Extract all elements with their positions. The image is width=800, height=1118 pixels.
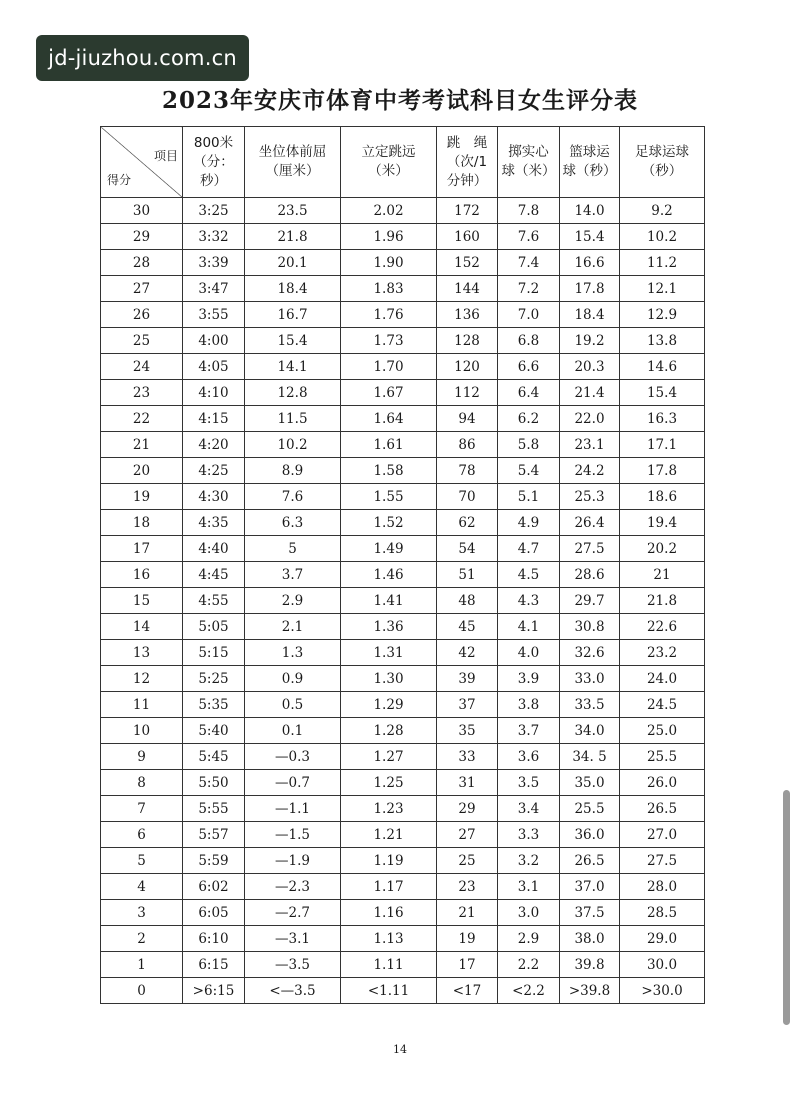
value-cell: 22.0 bbox=[560, 406, 620, 432]
value-cell: <—3.5 bbox=[245, 978, 341, 1004]
value-cell: 1.55 bbox=[341, 484, 437, 510]
table-row bbox=[101, 718, 705, 744]
value-cell: 10.2 bbox=[245, 432, 341, 458]
value-cell: 15.4 bbox=[620, 380, 705, 406]
table-row bbox=[101, 458, 705, 484]
value-cell: <17 bbox=[437, 978, 498, 1004]
value-cell: 36.0 bbox=[560, 822, 620, 848]
table-row bbox=[101, 328, 705, 354]
value-cell: 2.2 bbox=[498, 952, 560, 978]
value-cell: 3.7 bbox=[498, 718, 560, 744]
table-row bbox=[101, 796, 705, 822]
table-row bbox=[101, 302, 705, 328]
value-cell: 1.29 bbox=[341, 692, 437, 718]
value-cell: 5.1 bbox=[498, 484, 560, 510]
value-cell: 7.8 bbox=[498, 198, 560, 224]
value-cell: 3.5 bbox=[498, 770, 560, 796]
value-cell: 1.21 bbox=[341, 822, 437, 848]
table-row bbox=[101, 380, 705, 406]
value-cell: 4:00 bbox=[183, 328, 245, 354]
value-cell: 1.31 bbox=[341, 640, 437, 666]
value-cell: 5.4 bbox=[498, 458, 560, 484]
score-cell: 7 bbox=[101, 796, 183, 822]
table-row bbox=[101, 354, 705, 380]
value-cell: 5:45 bbox=[183, 744, 245, 770]
value-cell: 25.5 bbox=[620, 744, 705, 770]
score-cell: 28 bbox=[101, 250, 183, 276]
value-cell: 6:15 bbox=[183, 952, 245, 978]
value-cell: 4.1 bbox=[498, 614, 560, 640]
score-cell: 22 bbox=[101, 406, 183, 432]
value-cell: 3.1 bbox=[498, 874, 560, 900]
value-cell: 2.1 bbox=[245, 614, 341, 640]
score-cell: 29 bbox=[101, 224, 183, 250]
table-row bbox=[101, 198, 705, 224]
value-cell: 1.52 bbox=[341, 510, 437, 536]
value-cell: 45 bbox=[437, 614, 498, 640]
value-cell: 34.0 bbox=[560, 718, 620, 744]
value-cell: 4.3 bbox=[498, 588, 560, 614]
value-cell: —3.5 bbox=[245, 952, 341, 978]
corner-score-label: 得分 bbox=[107, 173, 132, 187]
value-cell: 3.3 bbox=[498, 822, 560, 848]
value-cell: 35 bbox=[437, 718, 498, 744]
value-cell: 18.4 bbox=[560, 302, 620, 328]
value-cell: 4:30 bbox=[183, 484, 245, 510]
value-cell: —2.3 bbox=[245, 874, 341, 900]
value-cell: 21.8 bbox=[245, 224, 341, 250]
score-cell: 3 bbox=[101, 900, 183, 926]
value-cell: —1.9 bbox=[245, 848, 341, 874]
value-cell: 3.0 bbox=[498, 900, 560, 926]
header-football: 足球运球 （秒） bbox=[620, 127, 705, 198]
value-cell: 48 bbox=[437, 588, 498, 614]
value-cell: 23.2 bbox=[620, 640, 705, 666]
value-cell: 1.30 bbox=[341, 666, 437, 692]
value-cell: 26.0 bbox=[620, 770, 705, 796]
value-cell: —0.3 bbox=[245, 744, 341, 770]
value-cell: 26.4 bbox=[560, 510, 620, 536]
value-cell: 10.2 bbox=[620, 224, 705, 250]
score-table bbox=[100, 126, 705, 1004]
value-cell: 39 bbox=[437, 666, 498, 692]
value-cell: 20.1 bbox=[245, 250, 341, 276]
table-row bbox=[101, 406, 705, 432]
table-row bbox=[101, 614, 705, 640]
table-row bbox=[101, 536, 705, 562]
value-cell: 3.2 bbox=[498, 848, 560, 874]
value-cell: 16.7 bbox=[245, 302, 341, 328]
value-cell: 33 bbox=[437, 744, 498, 770]
value-cell: 152 bbox=[437, 250, 498, 276]
value-cell: 28.5 bbox=[620, 900, 705, 926]
value-cell: 16.6 bbox=[560, 250, 620, 276]
header-row bbox=[101, 127, 705, 198]
value-cell: 21 bbox=[620, 562, 705, 588]
value-cell: 2.9 bbox=[245, 588, 341, 614]
value-cell: 4.0 bbox=[498, 640, 560, 666]
value-cell: 1.70 bbox=[341, 354, 437, 380]
value-cell: 16.3 bbox=[620, 406, 705, 432]
value-cell: 1.28 bbox=[341, 718, 437, 744]
value-cell: 24.0 bbox=[620, 666, 705, 692]
score-cell: 4 bbox=[101, 874, 183, 900]
value-cell: 0.9 bbox=[245, 666, 341, 692]
value-cell: 24.5 bbox=[620, 692, 705, 718]
value-cell: 27.5 bbox=[620, 848, 705, 874]
value-cell: 112 bbox=[437, 380, 498, 406]
value-cell: 94 bbox=[437, 406, 498, 432]
table-row bbox=[101, 874, 705, 900]
value-cell: —3.1 bbox=[245, 926, 341, 952]
table-row bbox=[101, 900, 705, 926]
value-cell: >6:15 bbox=[183, 978, 245, 1004]
value-cell: 136 bbox=[437, 302, 498, 328]
value-cell: 2.02 bbox=[341, 198, 437, 224]
value-cell: 34. 5 bbox=[560, 744, 620, 770]
table-row bbox=[101, 822, 705, 848]
score-cell: 1 bbox=[101, 952, 183, 978]
value-cell: 4:10 bbox=[183, 380, 245, 406]
value-cell: 8.9 bbox=[245, 458, 341, 484]
value-cell: 0.5 bbox=[245, 692, 341, 718]
value-cell: 4:35 bbox=[183, 510, 245, 536]
score-cell: 6 bbox=[101, 822, 183, 848]
table-body bbox=[101, 198, 705, 1004]
score-cell: 16 bbox=[101, 562, 183, 588]
score-cell: 25 bbox=[101, 328, 183, 354]
score-cell: 27 bbox=[101, 276, 183, 302]
value-cell: 172 bbox=[437, 198, 498, 224]
value-cell: 9.2 bbox=[620, 198, 705, 224]
value-cell: 37.5 bbox=[560, 900, 620, 926]
value-cell: 3:25 bbox=[183, 198, 245, 224]
value-cell: 1.25 bbox=[341, 770, 437, 796]
table-row bbox=[101, 588, 705, 614]
score-cell: 13 bbox=[101, 640, 183, 666]
header-basketball: 篮球运 球（秒） bbox=[560, 127, 620, 198]
value-cell: 14.6 bbox=[620, 354, 705, 380]
score-cell: 24 bbox=[101, 354, 183, 380]
value-cell: 5.8 bbox=[498, 432, 560, 458]
value-cell: 20.2 bbox=[620, 536, 705, 562]
table-row bbox=[101, 250, 705, 276]
score-cell: 9 bbox=[101, 744, 183, 770]
table-row bbox=[101, 744, 705, 770]
value-cell: >39.8 bbox=[560, 978, 620, 1004]
score-cell: 26 bbox=[101, 302, 183, 328]
table-row bbox=[101, 276, 705, 302]
table-row bbox=[101, 224, 705, 250]
value-cell: —0.7 bbox=[245, 770, 341, 796]
value-cell: 3:39 bbox=[183, 250, 245, 276]
score-cell: 11 bbox=[101, 692, 183, 718]
value-cell: 1.3 bbox=[245, 640, 341, 666]
value-cell: 6.6 bbox=[498, 354, 560, 380]
value-cell: 1.90 bbox=[341, 250, 437, 276]
table-row bbox=[101, 562, 705, 588]
score-cell: 10 bbox=[101, 718, 183, 744]
value-cell: 26.5 bbox=[620, 796, 705, 822]
value-cell: 1.49 bbox=[341, 536, 437, 562]
value-cell: 14.1 bbox=[245, 354, 341, 380]
value-cell: 11.5 bbox=[245, 406, 341, 432]
value-cell: 5:59 bbox=[183, 848, 245, 874]
corner-header-cell bbox=[101, 127, 183, 198]
value-cell: 18.6 bbox=[620, 484, 705, 510]
score-cell: 21 bbox=[101, 432, 183, 458]
value-cell: 1.46 bbox=[341, 562, 437, 588]
value-cell: 86 bbox=[437, 432, 498, 458]
value-cell: 6:05 bbox=[183, 900, 245, 926]
score-cell: 12 bbox=[101, 666, 183, 692]
value-cell: 28.6 bbox=[560, 562, 620, 588]
value-cell: —1.5 bbox=[245, 822, 341, 848]
table-row bbox=[101, 978, 705, 1004]
table-row bbox=[101, 640, 705, 666]
score-cell: 15 bbox=[101, 588, 183, 614]
value-cell: 18.4 bbox=[245, 276, 341, 302]
value-cell: 27 bbox=[437, 822, 498, 848]
value-cell: 70 bbox=[437, 484, 498, 510]
value-cell: 1.83 bbox=[341, 276, 437, 302]
value-cell: 4:55 bbox=[183, 588, 245, 614]
value-cell: 1.11 bbox=[341, 952, 437, 978]
value-cell: 78 bbox=[437, 458, 498, 484]
value-cell: 11.2 bbox=[620, 250, 705, 276]
value-cell: <1.11 bbox=[341, 978, 437, 1004]
value-cell: 3:47 bbox=[183, 276, 245, 302]
value-cell: 33.0 bbox=[560, 666, 620, 692]
value-cell: 1.58 bbox=[341, 458, 437, 484]
value-cell: 4.9 bbox=[498, 510, 560, 536]
value-cell: 144 bbox=[437, 276, 498, 302]
value-cell: 20.3 bbox=[560, 354, 620, 380]
value-cell: 6.4 bbox=[498, 380, 560, 406]
value-cell: 2.9 bbox=[498, 926, 560, 952]
value-cell: 28.0 bbox=[620, 874, 705, 900]
value-cell: 4.7 bbox=[498, 536, 560, 562]
value-cell: 1.96 bbox=[341, 224, 437, 250]
table-row bbox=[101, 484, 705, 510]
value-cell: 7.0 bbox=[498, 302, 560, 328]
value-cell: 1.13 bbox=[341, 926, 437, 952]
value-cell: 1.61 bbox=[341, 432, 437, 458]
value-cell: 38.0 bbox=[560, 926, 620, 952]
value-cell: 39.8 bbox=[560, 952, 620, 978]
value-cell: 12.8 bbox=[245, 380, 341, 406]
value-cell: <2.2 bbox=[498, 978, 560, 1004]
value-cell: >30.0 bbox=[620, 978, 705, 1004]
header-sit-reach: 坐位体前屈 （厘米） bbox=[245, 127, 341, 198]
header-standing-jump: 立定跳远 （米） bbox=[341, 127, 437, 198]
value-cell: 15.4 bbox=[560, 224, 620, 250]
watermark-banner: jd-jiuzhou.com.cn bbox=[36, 35, 249, 81]
value-cell: 5:57 bbox=[183, 822, 245, 848]
value-cell: 6:10 bbox=[183, 926, 245, 952]
value-cell: 23.1 bbox=[560, 432, 620, 458]
value-cell: —1.1 bbox=[245, 796, 341, 822]
value-cell: 7.6 bbox=[245, 484, 341, 510]
value-cell: 25.5 bbox=[560, 796, 620, 822]
value-cell: 120 bbox=[437, 354, 498, 380]
value-cell: 22.6 bbox=[620, 614, 705, 640]
value-cell: 3:55 bbox=[183, 302, 245, 328]
value-cell: 25 bbox=[437, 848, 498, 874]
header-jump-rope: 跳 绳 （次/1 分钟） bbox=[437, 127, 498, 198]
value-cell: 1.67 bbox=[341, 380, 437, 406]
value-cell: 37.0 bbox=[560, 874, 620, 900]
value-cell: 3.6 bbox=[498, 744, 560, 770]
value-cell: 3.8 bbox=[498, 692, 560, 718]
value-cell: 6:02 bbox=[183, 874, 245, 900]
score-cell: 2 bbox=[101, 926, 183, 952]
scrollbar-thumb[interactable] bbox=[783, 790, 790, 1025]
value-cell: 24.2 bbox=[560, 458, 620, 484]
value-cell: 21.4 bbox=[560, 380, 620, 406]
value-cell: 29.0 bbox=[620, 926, 705, 952]
value-cell: 5:55 bbox=[183, 796, 245, 822]
value-cell: 21 bbox=[437, 900, 498, 926]
value-cell: 29 bbox=[437, 796, 498, 822]
table-row bbox=[101, 926, 705, 952]
value-cell: 4:45 bbox=[183, 562, 245, 588]
value-cell: 3:32 bbox=[183, 224, 245, 250]
value-cell: 15.4 bbox=[245, 328, 341, 354]
value-cell: 1.19 bbox=[341, 848, 437, 874]
value-cell: 6.8 bbox=[498, 328, 560, 354]
value-cell: 12.1 bbox=[620, 276, 705, 302]
value-cell: 5:25 bbox=[183, 666, 245, 692]
value-cell: 6.2 bbox=[498, 406, 560, 432]
score-cell: 30 bbox=[101, 198, 183, 224]
value-cell: 7.6 bbox=[498, 224, 560, 250]
value-cell: 1.41 bbox=[341, 588, 437, 614]
value-cell: 5:40 bbox=[183, 718, 245, 744]
value-cell: 1.16 bbox=[341, 900, 437, 926]
value-cell: 1.64 bbox=[341, 406, 437, 432]
value-cell: 25.0 bbox=[620, 718, 705, 744]
value-cell: 4:25 bbox=[183, 458, 245, 484]
value-cell: 128 bbox=[437, 328, 498, 354]
value-cell: 17 bbox=[437, 952, 498, 978]
value-cell: 5:05 bbox=[183, 614, 245, 640]
score-cell: 23 bbox=[101, 380, 183, 406]
value-cell: 160 bbox=[437, 224, 498, 250]
value-cell: 62 bbox=[437, 510, 498, 536]
value-cell: 4:05 bbox=[183, 354, 245, 380]
table-row bbox=[101, 770, 705, 796]
value-cell: 23.5 bbox=[245, 198, 341, 224]
value-cell: 4:15 bbox=[183, 406, 245, 432]
score-cell: 0 bbox=[101, 978, 183, 1004]
corner-item-label: 项目 bbox=[153, 149, 178, 163]
value-cell: 54 bbox=[437, 536, 498, 562]
value-cell: 27.0 bbox=[620, 822, 705, 848]
value-cell: 25.3 bbox=[560, 484, 620, 510]
table-row bbox=[101, 952, 705, 978]
value-cell: 6.3 bbox=[245, 510, 341, 536]
value-cell: —2.7 bbox=[245, 900, 341, 926]
value-cell: 3.4 bbox=[498, 796, 560, 822]
value-cell: 12.9 bbox=[620, 302, 705, 328]
value-cell: 31 bbox=[437, 770, 498, 796]
page-title: 2023年安庆市体育中考考试科目女生评分表 bbox=[161, 87, 638, 114]
score-cell: 8 bbox=[101, 770, 183, 796]
value-cell: 30.0 bbox=[620, 952, 705, 978]
table-row bbox=[101, 510, 705, 536]
value-cell: 26.5 bbox=[560, 848, 620, 874]
value-cell: 19.4 bbox=[620, 510, 705, 536]
value-cell: 37 bbox=[437, 692, 498, 718]
value-cell: 17.1 bbox=[620, 432, 705, 458]
page-number: 14 bbox=[393, 1043, 407, 1056]
value-cell: 5 bbox=[245, 536, 341, 562]
value-cell: 0.1 bbox=[245, 718, 341, 744]
value-cell: 1.73 bbox=[341, 328, 437, 354]
value-cell: 7.4 bbox=[498, 250, 560, 276]
value-cell: 1.36 bbox=[341, 614, 437, 640]
value-cell: 5:15 bbox=[183, 640, 245, 666]
value-cell: 19 bbox=[437, 926, 498, 952]
header-solid-ball: 掷实心 球（米） bbox=[498, 127, 560, 198]
table-row bbox=[101, 432, 705, 458]
score-cell: 17 bbox=[101, 536, 183, 562]
table-row bbox=[101, 666, 705, 692]
value-cell: 42 bbox=[437, 640, 498, 666]
score-cell: 18 bbox=[101, 510, 183, 536]
value-cell: 51 bbox=[437, 562, 498, 588]
value-cell: 7.2 bbox=[498, 276, 560, 302]
value-cell: 33.5 bbox=[560, 692, 620, 718]
value-cell: 21.8 bbox=[620, 588, 705, 614]
value-cell: 29.7 bbox=[560, 588, 620, 614]
value-cell: 32.6 bbox=[560, 640, 620, 666]
value-cell: 5:35 bbox=[183, 692, 245, 718]
value-cell: 1.76 bbox=[341, 302, 437, 328]
value-cell: 1.17 bbox=[341, 874, 437, 900]
value-cell: 19.2 bbox=[560, 328, 620, 354]
value-cell: 17.8 bbox=[560, 276, 620, 302]
value-cell: 4:20 bbox=[183, 432, 245, 458]
table-row bbox=[101, 692, 705, 718]
value-cell: 35.0 bbox=[560, 770, 620, 796]
table-row bbox=[101, 848, 705, 874]
header-800m: 800米 （分： 秒） bbox=[183, 127, 245, 198]
value-cell: 23 bbox=[437, 874, 498, 900]
value-cell: 14.0 bbox=[560, 198, 620, 224]
value-cell: 30.8 bbox=[560, 614, 620, 640]
value-cell: 4:40 bbox=[183, 536, 245, 562]
value-cell: 27.5 bbox=[560, 536, 620, 562]
value-cell: 5:50 bbox=[183, 770, 245, 796]
score-cell: 19 bbox=[101, 484, 183, 510]
value-cell: 17.8 bbox=[620, 458, 705, 484]
value-cell: 1.27 bbox=[341, 744, 437, 770]
score-cell: 20 bbox=[101, 458, 183, 484]
value-cell: 13.8 bbox=[620, 328, 705, 354]
value-cell: 3.7 bbox=[245, 562, 341, 588]
value-cell: 4.5 bbox=[498, 562, 560, 588]
value-cell: 1.23 bbox=[341, 796, 437, 822]
value-cell: 3.9 bbox=[498, 666, 560, 692]
score-cell: 14 bbox=[101, 614, 183, 640]
score-cell: 5 bbox=[101, 848, 183, 874]
